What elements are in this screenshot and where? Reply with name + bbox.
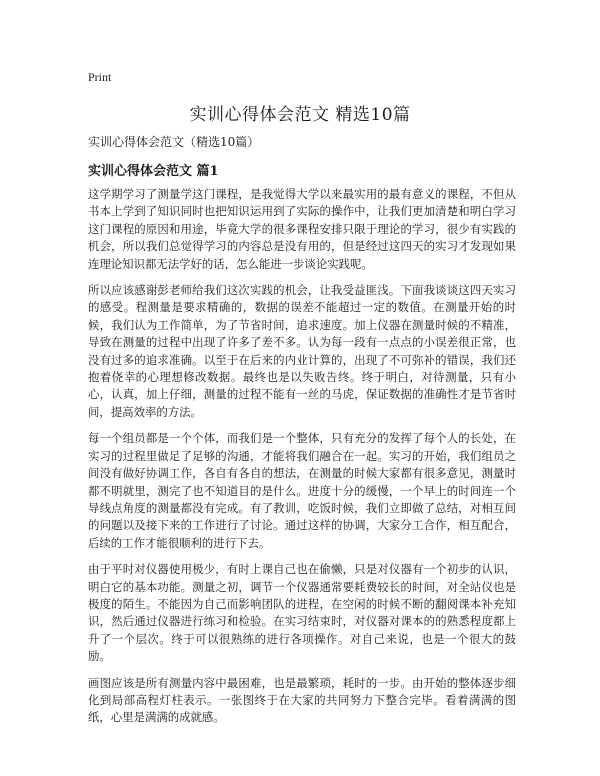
print-link[interactable]: Print	[88, 70, 112, 84]
document-title: 实训心得体会范文 精选10篇	[189, 105, 411, 125]
document-subtitle: 实训心得体会范文（精选10篇）	[88, 135, 260, 149]
body-paragraph: 由于平时对仪器使用极少，有时上课自己也在偷懒，只是对仪器有一个初步的认识，明白它的基本功能。测量之初，调节一个仪器通常要耗费较长的时间，对全站仪也是极度的陌生。不能因为自己而影响团队的进程，在空闲的时候不断的翻阅课本补充知识，然后通过仪器进行练习和检验。在实习结束时，对仪器对课本的的熟悉程度都上升了一个层次。终于可以很熟练的进行各项操作。对自己来说，也是一个很大的鼓励。	[88, 562, 516, 664]
document-body	[88, 186, 516, 736]
body-paragraph: 画图应该是所有测量内容中最困难，也是最繁琐，耗时的一步。由开始的整体逐步细化到局部高程灯柱表示。一张图终于在大家的共同努力下整合完毕。看着满满的图纸，心里是满满的成就感。	[88, 675, 516, 725]
section-heading: 实训心得体会范文 篇1	[88, 164, 219, 179]
body-paragraph: 这学期学习了测量学这门课程，是我觉得大学以来最实用的最有意义的课程，不但从书本上学到了知识同时也把知识运用到了实际的操作中，让我们更加清楚和明白学习这门课程的原因和用途，毕竟大学的很多课程安排只限于理论的学习，很少有实践的机会，所以我们总觉得学习的内容总是没有用的，但是经过这四天的实习才发现如果连理论知识都无法学好的话，怎么能进一步谈论实践呢。	[88, 187, 516, 271]
body-paragraph: 所以应该感谢彭老师给我们这次实践的机会，让我受益匪浅。下面我谈谈这四天实习的感受。程测量是要求精确的，数据的误差不能超过一定的数值。在测量开始的时候，我们认为工作简单，为了节省时间，追求速度。加上仪器在测量时候的不精准，导致在测量的过程中出现了许多了差不多。认为每一段有一点点的小误差很正常，也没有过多的追求准确。以至于在后来的内业计算的，出现了不可弥补的错误，我们还抱着侥幸的心理想修改数据。最终也是以失败告终。终于明白，对待测量，只有小心，认真，加上仔细，测量的过程不能有一丝的马虎，保证数据的准确性才是节省时间，提高效率的方法。	[88, 283, 516, 419]
body-paragraph: 每一个组员都是一个个体，而我们是一个整体，只有充分的发挥了每个人的长处，在实习的过程里做足了足够的沟通，才能将我们融合在一起。实习的开始，我们组员之间没有做好协调工作，各自有各自的想法，在测量的时候大家都有很多意见，测量时都不明就里，测完了也不知道目的是什么。进度十分的缓慢，一个早上的时间连一个导线点角度的测量都没有完成。有了教训，吃饭时候，我们立即做了总结，对相互间的问题以及接下来的工作进行了讨论。通过这样的协调，大家分工合作，相互配合，后续的工作才能很顺利的进行下去。	[88, 431, 516, 550]
